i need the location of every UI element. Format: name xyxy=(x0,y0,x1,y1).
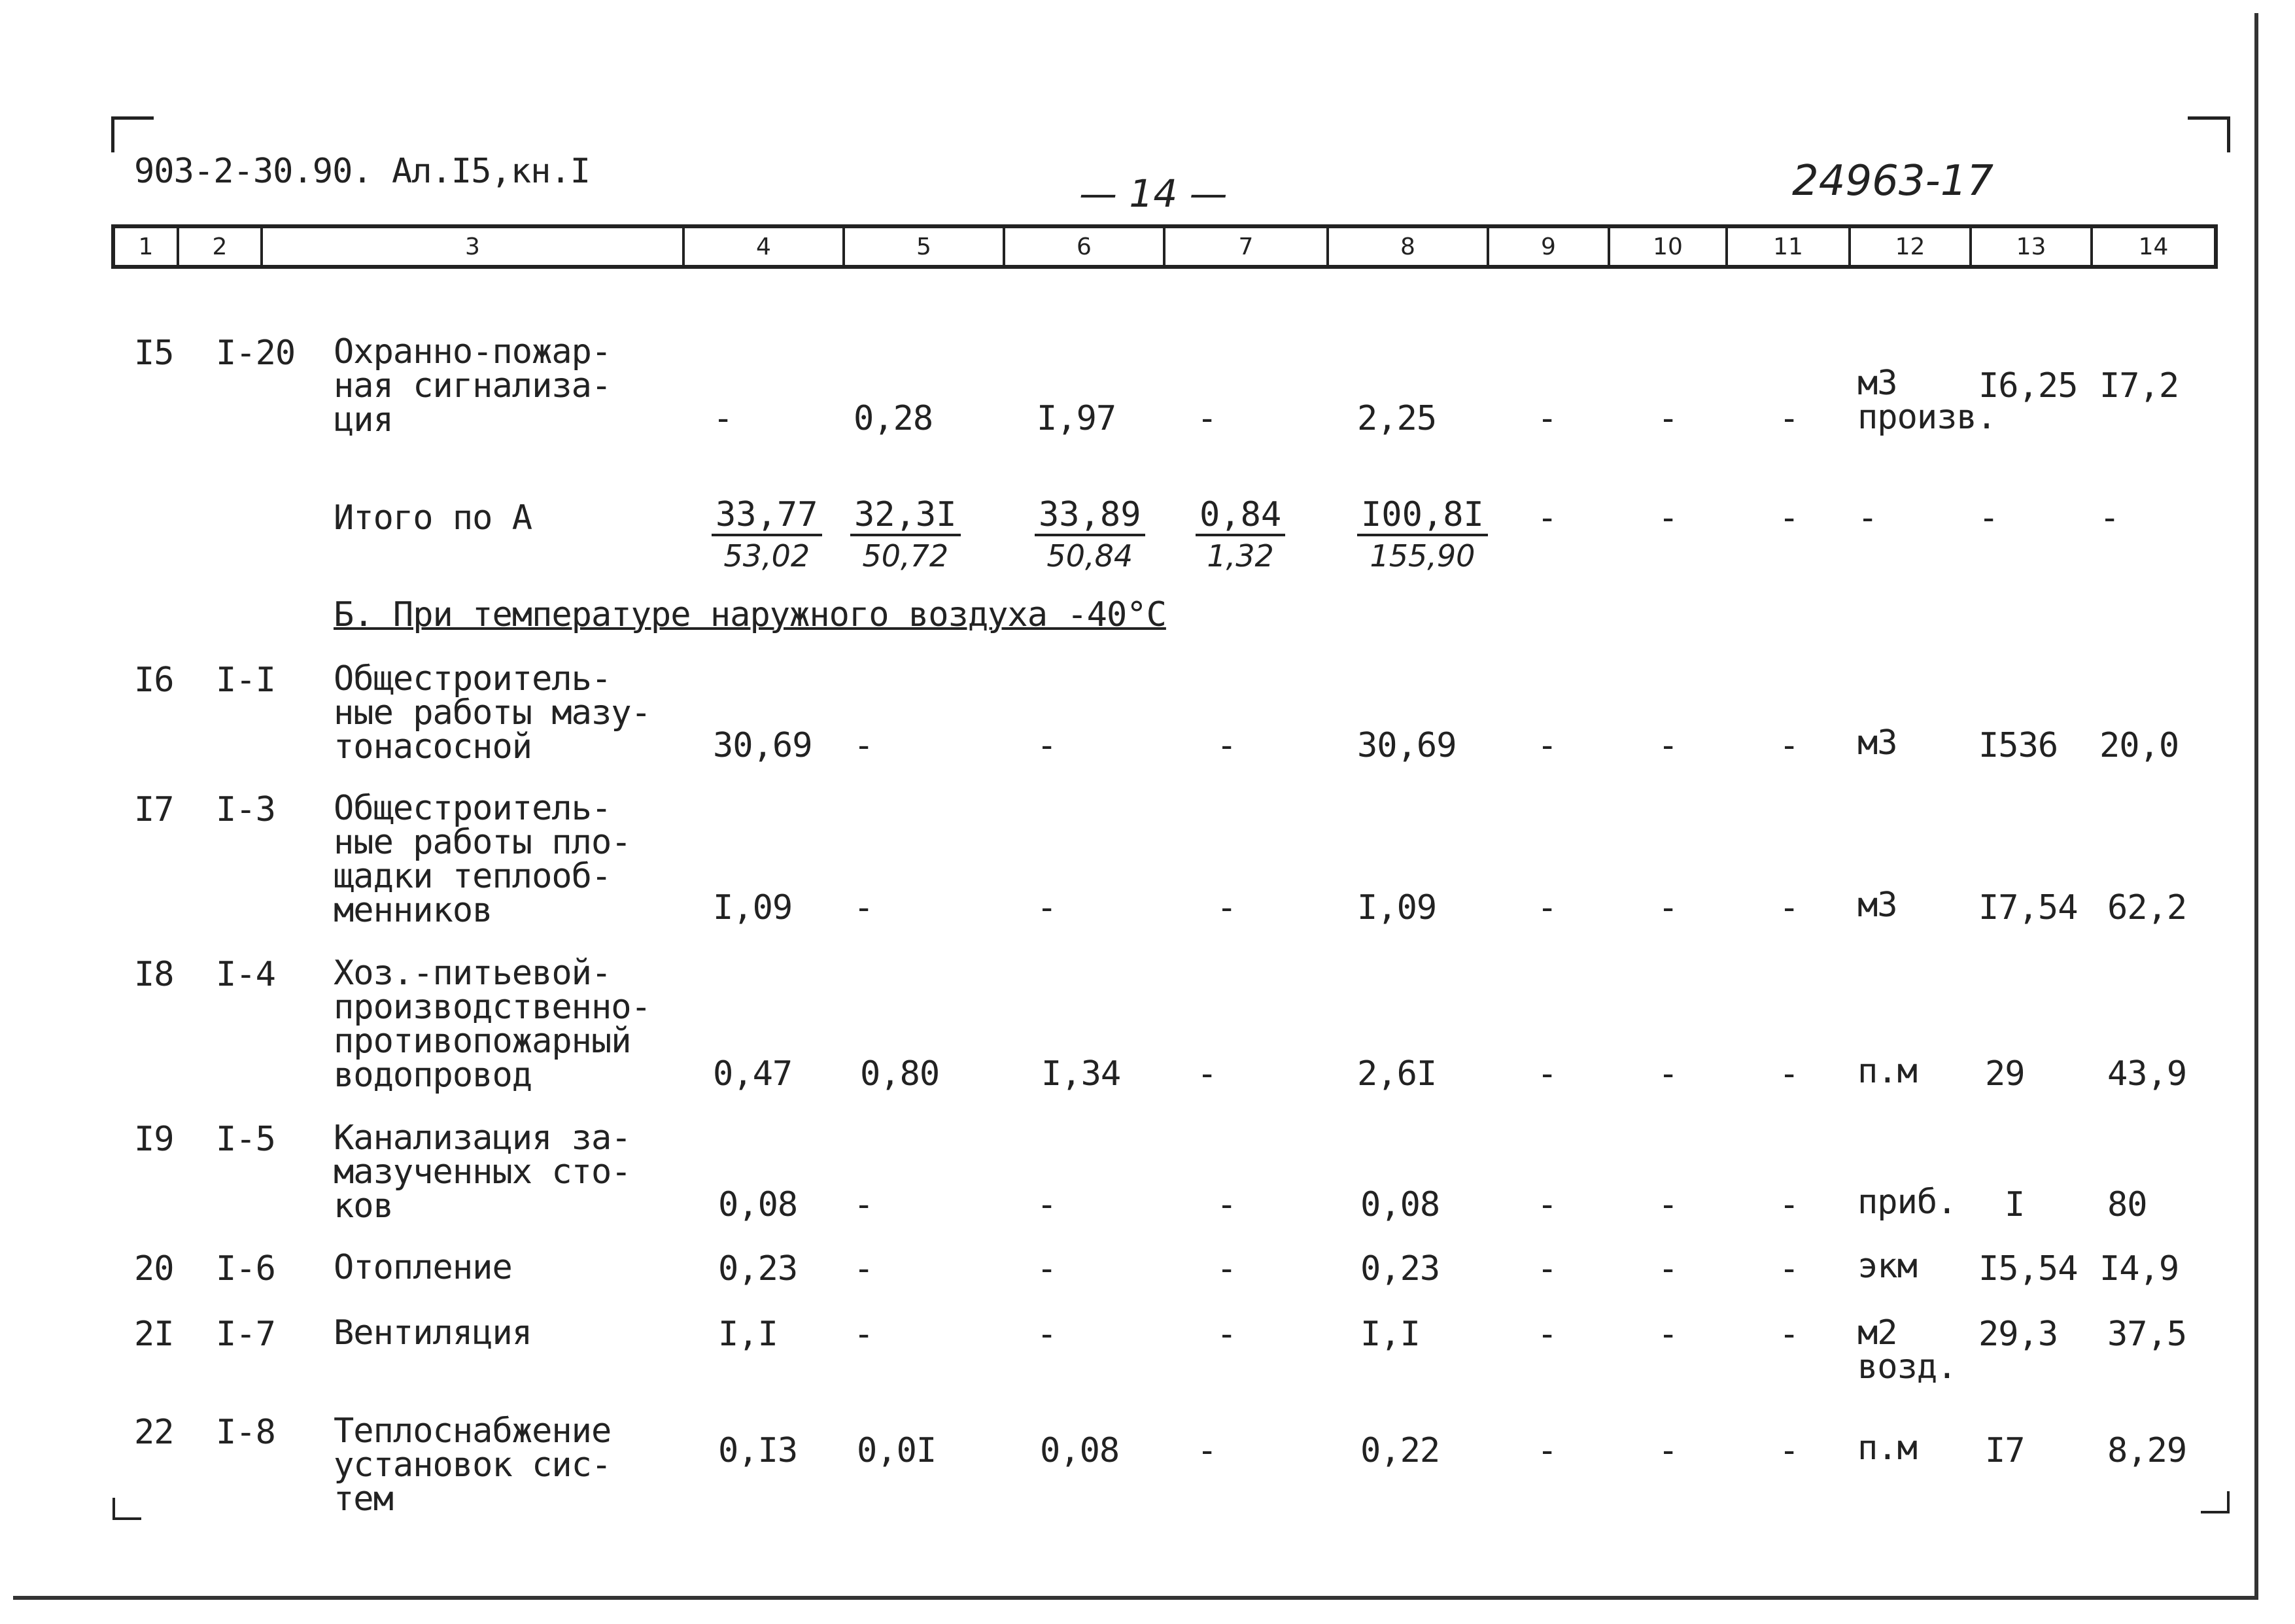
row-code: I-8 xyxy=(216,1413,275,1452)
cell-c11: - xyxy=(1779,1431,1799,1470)
cell-c7: - xyxy=(1217,726,1237,765)
cell-c10: - xyxy=(1658,1249,1678,1288)
row-code: I-I xyxy=(216,661,275,700)
cell-c11: - xyxy=(1779,726,1799,765)
totals-c12: - xyxy=(1857,498,1878,538)
row-name: Хоз.-питьевой- производственно- противопожарный водопровод xyxy=(334,954,651,1095)
cell-c5: - xyxy=(854,888,874,927)
column-number-11: 11 xyxy=(1725,228,1848,265)
column-number-12: 12 xyxy=(1848,228,1969,265)
totals-c13: - xyxy=(1978,498,1999,538)
totals-c5: $\frac{32,3I}{50,72}$ xyxy=(850,496,961,576)
corner-mark-top-left xyxy=(111,116,154,152)
row-name: Отопление xyxy=(334,1248,512,1287)
row-number: I7 xyxy=(134,790,174,829)
row-number: 22 xyxy=(134,1413,174,1452)
column-number-13: 13 xyxy=(1969,228,2090,265)
cell-c9: - xyxy=(1537,1315,1557,1354)
cell-c6: - xyxy=(1037,1315,1057,1354)
cell-c11: - xyxy=(1779,888,1799,927)
cell-c6: I,97 xyxy=(1037,399,1116,438)
cell-c4: I,I xyxy=(718,1315,778,1354)
cell-c10: - xyxy=(1658,726,1678,765)
column-number-10: 10 xyxy=(1608,228,1725,265)
cell-c7: - xyxy=(1217,1249,1237,1288)
column-number-14: 14 xyxy=(2090,228,2214,265)
cell-c4: 0,47 xyxy=(713,1054,793,1094)
cell-c8: 0,22 xyxy=(1360,1431,1440,1470)
row-code: I-3 xyxy=(216,790,275,829)
row-code: I-6 xyxy=(216,1249,275,1288)
cell-c13: I xyxy=(2005,1185,2025,1224)
totals-c11: - xyxy=(1779,498,1799,538)
cell-c10: - xyxy=(1658,1185,1678,1224)
cell-c7: - xyxy=(1197,1054,1217,1094)
cell-c8: I,09 xyxy=(1357,888,1437,927)
cell-c7: - xyxy=(1217,1315,1237,1354)
cell-c5: - xyxy=(854,1315,874,1354)
totals-c9: - xyxy=(1537,498,1557,538)
column-number-2: 2 xyxy=(177,228,260,265)
totals-c8: $\frac{I00,8I}{155,90}$ xyxy=(1357,496,1488,576)
column-number-3: 3 xyxy=(260,228,682,265)
row-number: I8 xyxy=(134,955,174,994)
row-name: Общестроитель- ные работы мазу- тонасосной xyxy=(334,659,651,767)
cell-c6: 0,08 xyxy=(1040,1431,1120,1470)
cell-c11: - xyxy=(1779,1315,1799,1354)
row-name: Теплоснабжение установок сис- тем xyxy=(334,1411,612,1519)
column-number-8: 8 xyxy=(1326,228,1487,265)
row-name: Вентиляция xyxy=(334,1313,532,1353)
cell-c5: - xyxy=(854,1249,874,1288)
page-edge-bottom xyxy=(13,1596,2258,1600)
cell-c9: - xyxy=(1537,1054,1557,1094)
cell-unit: м3 xyxy=(1857,886,1897,925)
cell-c5: 0,28 xyxy=(854,399,933,438)
cell-c11: - xyxy=(1779,399,1799,438)
row-name: Канализация за- мазученных сто- ков xyxy=(334,1118,631,1226)
cell-c10: - xyxy=(1658,1431,1678,1470)
cell-c5: 0,0I xyxy=(857,1431,937,1470)
cell-c9: - xyxy=(1537,888,1557,927)
cell-c9: - xyxy=(1537,1431,1557,1470)
cell-c14: I7,2 xyxy=(2099,366,2179,406)
cell-c6: - xyxy=(1037,726,1057,765)
column-number-6: 6 xyxy=(1003,228,1163,265)
totals-c4: $\frac{33,77}{53,02}$ xyxy=(712,496,822,576)
cell-c7: - xyxy=(1197,1431,1217,1470)
cell-c5: 0,80 xyxy=(860,1054,940,1094)
cell-c14: 8,29 xyxy=(2107,1431,2187,1470)
cell-c4: 0,08 xyxy=(718,1185,798,1224)
cell-c8: 0,23 xyxy=(1360,1249,1440,1288)
cell-c7: - xyxy=(1217,888,1237,927)
cell-c7: - xyxy=(1217,1185,1237,1224)
cell-c5: - xyxy=(854,1185,874,1224)
row-number: I5 xyxy=(134,334,174,373)
cell-c11: - xyxy=(1779,1185,1799,1224)
row-code: I-5 xyxy=(216,1120,275,1159)
row-code: I-4 xyxy=(216,955,275,994)
cell-unit: п.м xyxy=(1857,1428,1917,1468)
column-number-5: 5 xyxy=(842,228,1003,265)
row-number: I9 xyxy=(134,1120,174,1159)
row-name: Охранно-пожар- ная сигнализа- ция xyxy=(334,332,612,440)
cell-c13: I536 xyxy=(1978,726,2058,765)
inventory-number: 24963-17 xyxy=(1792,157,1994,205)
cell-c11: - xyxy=(1779,1249,1799,1288)
page-number: — 14 — xyxy=(1079,171,1228,216)
totals-c14: - xyxy=(2099,498,2120,538)
column-number-4: 4 xyxy=(682,228,842,265)
cell-c13: 29,3 xyxy=(1978,1315,2058,1354)
cell-c6: - xyxy=(1037,1249,1057,1288)
column-number-1: 1 xyxy=(138,233,154,260)
row-code: I-20 xyxy=(216,334,296,373)
cell-c14: 43,9 xyxy=(2107,1054,2187,1094)
cell-c6: I,34 xyxy=(1041,1054,1121,1094)
column-number-header xyxy=(111,224,2218,269)
cell-c14: 37,5 xyxy=(2107,1315,2187,1354)
cell-c14: I4,9 xyxy=(2099,1249,2179,1288)
cell-c10: - xyxy=(1658,888,1678,927)
cell-c6: - xyxy=(1037,1185,1057,1224)
cell-c13: 29 xyxy=(1985,1054,2025,1094)
row-name: Общестроитель- ные работы пло- щадки теплооб- менников xyxy=(334,789,631,930)
column-number-7: 7 xyxy=(1163,228,1326,265)
corner-mark-bottom-left xyxy=(112,1498,141,1520)
cell-c8: 2,25 xyxy=(1357,399,1437,438)
document-code: 903-2-30.90. Ал.I5,кн.I xyxy=(134,152,591,191)
cell-unit: м3 произв. xyxy=(1857,364,1997,437)
cell-c9: - xyxy=(1537,1249,1557,1288)
cell-c8: 2,6I xyxy=(1357,1054,1437,1094)
cell-c13: I6,25 xyxy=(1978,366,2078,406)
cell-unit: приб. xyxy=(1857,1183,1957,1222)
column-number-9: 9 xyxy=(1487,228,1608,265)
cell-c7: - xyxy=(1197,399,1217,438)
cell-c13: I5,54 xyxy=(1978,1249,2078,1288)
cell-c8: 0,08 xyxy=(1360,1185,1440,1224)
section-b-title: Б. При температуре наружного воздуха -40°C xyxy=(334,595,1166,634)
cell-c14: 20,0 xyxy=(2099,726,2179,765)
cell-c4: 30,69 xyxy=(713,726,812,765)
cell-c4: 0,I3 xyxy=(718,1431,798,1470)
cell-c9: - xyxy=(1537,399,1557,438)
totals-label: Итого по А xyxy=(334,498,532,538)
cell-c13: I7 xyxy=(1985,1431,2025,1470)
totals-c7: $\frac{0,84}{1,32}$ xyxy=(1196,496,1285,576)
cell-c14: 80 xyxy=(2107,1185,2147,1224)
row-number: 20 xyxy=(134,1249,174,1288)
corner-mark-top-right xyxy=(2188,116,2230,152)
cell-c6: - xyxy=(1037,888,1057,927)
cell-c14: 62,2 xyxy=(2107,888,2187,927)
cell-c8: 30,69 xyxy=(1357,726,1457,765)
page-edge-right xyxy=(2254,13,2258,1596)
row-number: 2I xyxy=(134,1315,174,1354)
row-number: I6 xyxy=(134,661,174,700)
cell-c4: 0,23 xyxy=(718,1249,798,1288)
row-code: I-7 xyxy=(216,1315,275,1354)
cell-c5: - xyxy=(854,726,874,765)
cell-unit: экм xyxy=(1857,1247,1917,1286)
cell-c11: - xyxy=(1779,1054,1799,1094)
totals-c10: - xyxy=(1658,498,1678,538)
cell-c4: - xyxy=(713,399,733,438)
totals-c6: $\frac{33,89}{50,84}$ xyxy=(1035,496,1145,576)
cell-unit: м2 возд. xyxy=(1857,1313,1957,1387)
cell-c8: I,I xyxy=(1360,1315,1420,1354)
cell-c10: - xyxy=(1658,1054,1678,1094)
cell-c10: - xyxy=(1658,399,1678,438)
cell-c9: - xyxy=(1537,1185,1557,1224)
cell-c13: I7,54 xyxy=(1978,888,2078,927)
cell-c10: - xyxy=(1658,1315,1678,1354)
cell-unit: м3 xyxy=(1857,723,1897,763)
cell-unit: п.м xyxy=(1857,1052,1917,1091)
cell-c4: I,09 xyxy=(713,888,793,927)
cell-c9: - xyxy=(1537,726,1557,765)
corner-mark-bottom-right xyxy=(2201,1491,2230,1513)
